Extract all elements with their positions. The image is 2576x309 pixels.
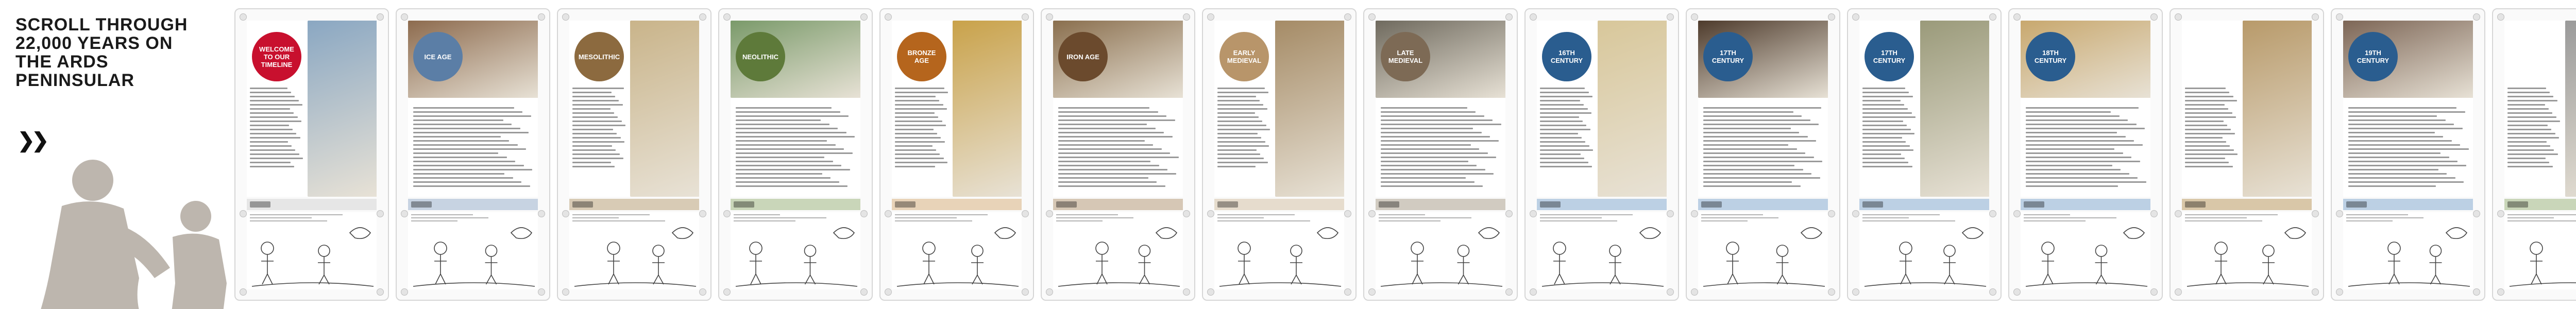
timeline-panel[interactable] <box>1847 8 2002 301</box>
date-tag <box>1217 201 1238 208</box>
panel-bolt-icon <box>401 210 408 217</box>
panel-cartoon-section <box>2021 212 2150 289</box>
panel-illustration <box>2565 21 2576 197</box>
cartoon-sketch-icon <box>892 212 1022 289</box>
panel-bolt-icon <box>1691 210 1698 217</box>
cartoon-sketch-icon <box>1053 212 1183 289</box>
panel-cartoon-section <box>247 212 377 289</box>
panel-bolt-icon <box>2175 13 2182 21</box>
panel-date-band <box>1698 199 1828 210</box>
date-tag <box>2185 201 2206 208</box>
timeline-panel[interactable] <box>557 8 711 301</box>
panel-bolt-icon <box>1852 288 1859 296</box>
panel-illustration <box>1275 21 1344 197</box>
timeline-panel[interactable] <box>2170 8 2324 301</box>
panel-body-text <box>2507 88 2561 170</box>
panel-bolt-icon <box>1183 210 1190 217</box>
cartoon-sketch-icon <box>408 212 538 289</box>
panel-top-section <box>892 21 1022 197</box>
panel-bolt-icon <box>2013 288 2021 296</box>
panel-bolt-icon <box>1183 288 1190 296</box>
panel-bolt-icon <box>2175 288 2182 296</box>
panel-date-band <box>1376 199 1505 210</box>
panel-top-section <box>1214 21 1344 197</box>
panel-bolt-icon <box>1207 210 1214 217</box>
panel-bolt-icon <box>1667 210 1674 217</box>
date-tag <box>895 201 916 208</box>
date-tag <box>1379 201 1399 208</box>
intro-block <box>15 15 232 304</box>
panel-top-section <box>569 21 699 197</box>
date-tag <box>572 201 593 208</box>
panel-bolt-icon <box>860 288 868 296</box>
panel-bolt-icon <box>1852 210 1859 217</box>
date-tag <box>250 201 270 208</box>
cartoon-sketch-icon <box>1537 212 1667 289</box>
panel-bolt-icon <box>1022 13 1029 21</box>
panel-bolt-icon <box>699 288 706 296</box>
panel-bolt-icon <box>1852 13 1859 21</box>
date-tag <box>2346 201 2367 208</box>
panel-bolt-icon <box>1344 288 1351 296</box>
panel-top-section <box>2343 21 2473 197</box>
panel-body-text <box>1540 88 1594 170</box>
panel-cartoon-section <box>892 212 1022 289</box>
panel-top-section <box>1053 21 1183 197</box>
panel-bolt-icon <box>562 13 569 21</box>
panel-bolt-icon <box>2150 288 2158 296</box>
timeline-panel[interactable] <box>1363 8 1518 301</box>
timeline-panel[interactable] <box>1686 8 1840 301</box>
era-badge: IRON AGE <box>1058 32 1108 81</box>
panel-bolt-icon <box>401 13 408 21</box>
panel-illustration <box>1598 21 1667 197</box>
panel-bolt-icon <box>723 288 731 296</box>
era-badge: 18TH CENTURY <box>2026 32 2075 81</box>
era-badge: 17TH CENTURY <box>1703 32 1753 81</box>
panel-date-band <box>1537 199 1667 210</box>
panel-bolt-icon <box>885 210 892 217</box>
era-badge: 16TH CENTURY <box>1542 32 1591 81</box>
panel-bolt-icon <box>538 210 545 217</box>
panel-bolt-icon <box>1207 288 1214 296</box>
panel-bolt-icon <box>1989 288 1996 296</box>
panel-bolt-icon <box>1828 13 1835 21</box>
panel-bolt-icon <box>1505 288 1513 296</box>
panel-bolt-icon <box>240 288 247 296</box>
panel-cartoon-section <box>1053 212 1183 289</box>
panel-illustration <box>1920 21 1989 197</box>
panel-bolt-icon <box>723 13 731 21</box>
panel-cartoon-section <box>731 212 860 289</box>
cartoon-sketch-icon <box>2343 212 2473 289</box>
panel-bolt-icon <box>538 288 545 296</box>
panel-bolt-icon <box>1505 210 1513 217</box>
panel-body-text <box>736 107 857 190</box>
panel-bolt-icon <box>1368 13 1376 21</box>
panel-bolt-icon <box>2013 13 2021 21</box>
date-tag <box>1056 201 1077 208</box>
date-tag <box>1540 201 1561 208</box>
panel-date-band <box>2343 199 2473 210</box>
panel-bolt-icon <box>1022 288 1029 296</box>
panel-bolt-icon <box>885 288 892 296</box>
panel-date-band <box>2182 199 2312 210</box>
panel-body-text <box>1381 107 1502 190</box>
panel-bolt-icon <box>562 210 569 217</box>
era-badge: 19TH CENTURY <box>2348 32 2398 81</box>
panel-cartoon-section <box>1214 212 1344 289</box>
cartoon-sketch-icon <box>569 212 699 289</box>
panel-bolt-icon <box>1046 210 1053 217</box>
cartoon-sketch-icon <box>2504 212 2576 289</box>
era-badge: NEOLITHIC <box>736 32 785 81</box>
panel-top-section <box>1376 21 1505 197</box>
panel-date-band <box>1053 199 1183 210</box>
panel-cartoon-section <box>1376 212 1505 289</box>
panel-date-band <box>247 199 377 210</box>
panel-body-text <box>2185 88 2239 170</box>
date-tag <box>734 201 754 208</box>
panel-bolt-icon <box>860 210 868 217</box>
panel-bolt-icon <box>538 13 545 21</box>
panel-bolt-icon <box>885 13 892 21</box>
panel-body-text <box>1862 88 1916 170</box>
panel-bolt-icon <box>1344 210 1351 217</box>
family-silhouette-icon <box>15 149 242 309</box>
era-badge: MESOLITHIC <box>574 32 624 81</box>
panel-date-band <box>892 199 1022 210</box>
panel-top-section <box>1698 21 1828 197</box>
panel-bolt-icon <box>860 13 868 21</box>
panel-cartoon-section <box>1859 212 1989 289</box>
panel-bolt-icon <box>1989 13 1996 21</box>
panel-bolt-icon <box>2473 13 2480 21</box>
panel-top-section <box>1859 21 1989 197</box>
panel-bolt-icon <box>1667 288 1674 296</box>
panel-bolt-icon <box>2497 288 2504 296</box>
panel-cartoon-section <box>569 212 699 289</box>
era-badge: BRONZE AGE <box>897 32 946 81</box>
panel-bolt-icon <box>1207 13 1214 21</box>
panel-bolt-icon <box>2312 288 2319 296</box>
panel-illustration <box>953 21 1022 197</box>
timeline-panel[interactable] <box>396 8 550 301</box>
timeline-panel[interactable] <box>879 8 1034 301</box>
panel-bolt-icon <box>699 13 706 21</box>
cartoon-sketch-icon <box>1214 212 1344 289</box>
cartoon-sketch-icon <box>2182 212 2312 289</box>
era-badge: LATE MEDIEVAL <box>1381 32 1430 81</box>
panel-bolt-icon <box>1505 13 1513 21</box>
panel-date-band <box>2021 199 2150 210</box>
cartoon-sketch-icon <box>731 212 860 289</box>
panel-cartoon-section <box>2343 212 2473 289</box>
timeline-panel[interactable] <box>2008 8 2163 301</box>
panel-illustration <box>630 21 699 197</box>
panel-bolt-icon <box>2336 288 2343 296</box>
panel-bolt-icon <box>240 210 247 217</box>
panel-bolt-icon <box>1368 210 1376 217</box>
panel-bolt-icon <box>1691 13 1698 21</box>
panel-bolt-icon <box>1667 13 1674 21</box>
intro-title: SCROLL THROUGH 22,000 YEARS ON THE ARDS PENINSULAR <box>15 15 188 90</box>
date-tag <box>1701 201 1722 208</box>
panel-bolt-icon <box>1022 210 1029 217</box>
panel-body-text <box>1217 88 1271 170</box>
timeline-panel[interactable] <box>1202 8 1357 301</box>
panel-top-section <box>1537 21 1667 197</box>
panel-top-section <box>2182 21 2312 197</box>
panel-bolt-icon <box>2473 210 2480 217</box>
panel-cartoon-section <box>2182 212 2312 289</box>
panel-body-text <box>2026 107 2147 190</box>
panel-top-section <box>731 21 860 197</box>
panel-body-text <box>2348 107 2470 190</box>
panel-bolt-icon <box>1183 13 1190 21</box>
panel-body-text <box>895 88 948 170</box>
cartoon-sketch-icon <box>1376 212 1505 289</box>
panel-bolt-icon <box>401 288 408 296</box>
panel-bolt-icon <box>1989 210 1996 217</box>
panel-bolt-icon <box>2312 13 2319 21</box>
panel-bolt-icon <box>2312 210 2319 217</box>
panel-bolt-icon <box>2175 210 2182 217</box>
cartoon-sketch-icon <box>1859 212 1989 289</box>
panel-bolt-icon <box>1691 288 1698 296</box>
panel-bolt-icon <box>2497 13 2504 21</box>
panel-top-section <box>2504 21 2576 197</box>
panel-bolt-icon <box>2497 210 2504 217</box>
panel-body-text <box>413 107 535 190</box>
timeline-panel[interactable] <box>1041 8 1195 301</box>
panel-bolt-icon <box>377 210 384 217</box>
panel-bolt-icon <box>2150 210 2158 217</box>
panel-cartoon-section <box>408 212 538 289</box>
timeline-panel[interactable] <box>2331 8 2485 301</box>
panel-body-text <box>1058 107 1180 190</box>
panel-bolt-icon <box>1344 13 1351 21</box>
panel-date-band <box>1214 199 1344 210</box>
date-tag <box>411 201 432 208</box>
timeline-panel[interactable] <box>234 8 389 301</box>
panel-bolt-icon <box>1046 13 1053 21</box>
era-badge: EARLY MEDIEVAL <box>1219 32 1269 81</box>
timeline-panel[interactable] <box>1524 8 1679 301</box>
panel-bolt-icon <box>1828 288 1835 296</box>
panel-date-band <box>408 199 538 210</box>
panel-bolt-icon <box>723 210 731 217</box>
panel-bolt-icon <box>2473 288 2480 296</box>
panel-cartoon-section <box>1698 212 1828 289</box>
panel-illustration <box>2243 21 2312 197</box>
panel-bolt-icon <box>2150 13 2158 21</box>
cartoon-sketch-icon <box>1698 212 1828 289</box>
panel-body-text <box>572 88 626 170</box>
date-tag <box>2024 201 2044 208</box>
double-chevron-right-icon: ❯❯ <box>18 129 46 152</box>
panel-date-band <box>2504 199 2576 210</box>
panel-bolt-icon <box>1046 288 1053 296</box>
panel-bolt-icon <box>562 288 569 296</box>
panel-bolt-icon <box>2013 210 2021 217</box>
panel-cartoon-section <box>1537 212 1667 289</box>
panel-bolt-icon <box>1368 288 1376 296</box>
era-badge: ICE AGE <box>413 32 463 81</box>
panel-top-section <box>408 21 538 197</box>
panel-body-text <box>250 88 303 170</box>
date-tag <box>1862 201 1883 208</box>
date-tag <box>2507 201 2528 208</box>
panel-bolt-icon <box>1530 13 1537 21</box>
timeline-panel[interactable] <box>718 8 873 301</box>
timeline-panel[interactable] <box>2492 8 2576 301</box>
panel-date-band <box>569 199 699 210</box>
panel-bolt-icon <box>1530 210 1537 217</box>
panel-bolt-icon <box>2336 210 2343 217</box>
panel-body-text <box>1703 107 1825 190</box>
panel-bolt-icon <box>699 210 706 217</box>
panel-date-band <box>731 199 860 210</box>
panel-bolt-icon <box>377 13 384 21</box>
panel-illustration <box>308 21 377 197</box>
panel-bolt-icon <box>377 288 384 296</box>
panel-top-section <box>247 21 377 197</box>
panel-date-band <box>1859 199 1989 210</box>
cartoon-sketch-icon <box>247 212 377 289</box>
cartoon-sketch-icon <box>2021 212 2150 289</box>
panel-cartoon-section <box>2504 212 2576 289</box>
panel-bolt-icon <box>240 13 247 21</box>
panel-bolt-icon <box>2336 13 2343 21</box>
era-badge: WELCOME TO OUR TIMELINE <box>252 32 301 81</box>
era-badge: 17TH CENTURY <box>1865 32 1914 81</box>
panel-bolt-icon <box>1828 210 1835 217</box>
panel-bolt-icon <box>1530 288 1537 296</box>
panel-top-section <box>2021 21 2150 197</box>
